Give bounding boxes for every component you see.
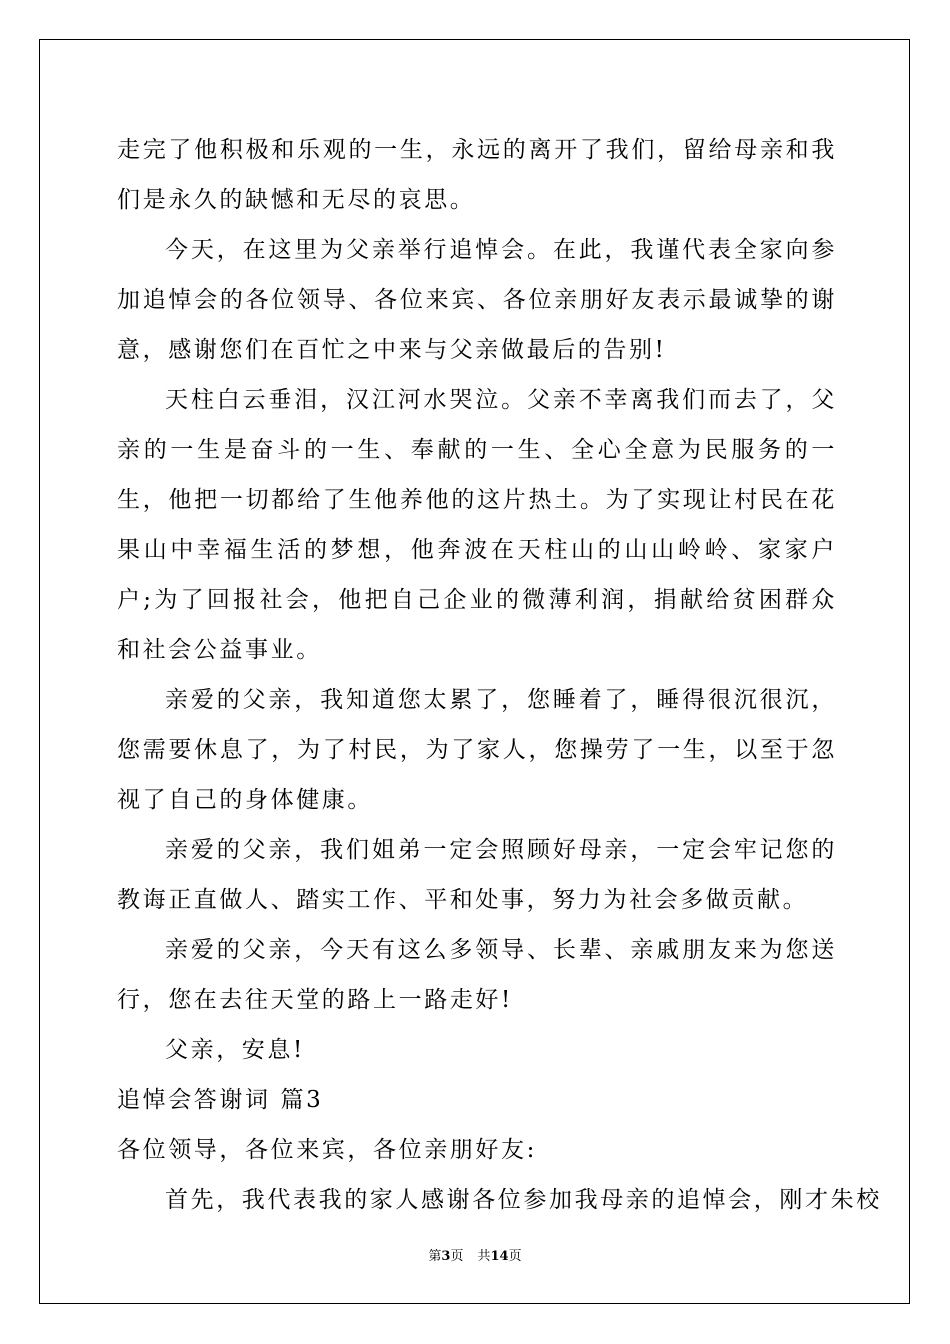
page-footer xyxy=(0,1248,950,1266)
paragraph: 天柱白云垂泪，汉江河水哭泣。父亲不幸离我们而去了，父亲的一生是奋斗的一生、奉献的一生、全心全意为民服务的一生，他把一切都给了生他养他的这片热土。为了实现让村民在花果山中幸福生活的梦想，他奔波在天柱山的山山岭岭、家家户户;为了回报社会，他把自己企业的微薄利润，捐献给贫困群众和社会公益事业。 xyxy=(117,387,837,663)
paragraph: 亲爱的父亲，我知道您太累了，您睡着了，睡得很沉很沉，您需要休息了，为了村民，为了家人，您操劳了一生，以至于忽视了自己的身体健康。 xyxy=(117,687,837,813)
section-heading: 追悼会答谢词 篇3 xyxy=(117,1087,324,1113)
paragraph: 父亲，安息! xyxy=(165,1037,305,1063)
current-page-number: 3 xyxy=(441,1249,451,1264)
paragraph: 首先，我代表我的家人感谢各位参加我母亲的追悼会，刚才朱校 xyxy=(165,1187,882,1213)
document-body xyxy=(117,125,882,1225)
total-pages-number: 14 xyxy=(490,1249,509,1264)
paragraph: 亲爱的父亲，今天有这么多领导、长辈、亲戚朋友来为您送行，您在去往天堂的路上一路走好! xyxy=(117,937,837,1013)
salutation: 各位领导，各位来宾，各位亲朋好友: xyxy=(117,1137,537,1163)
paragraph: 走完了他积极和乐观的一生，永远的离开了我们，留给母亲和我们是永久的缺憾和无尽的哀思。 xyxy=(117,137,837,213)
paragraph: 亲爱的父亲，我们姐弟一定会照顾好母亲，一定会牢记您的教诲正直做人、踏实工作、平和处事，努力为社会多做贡献。 xyxy=(117,837,837,913)
paragraph: 今天，在这里为父亲举行追悼会。在此，我谨代表全家向参加追悼会的各位领导、各位来宾、各位亲朋好友表示最诚挚的谢意，感谢您们在百忙之中来与父亲做最后的告别! xyxy=(117,237,837,363)
total-label-prefix: 共 xyxy=(477,1249,491,1264)
total-label-suffix: 页 xyxy=(508,1249,522,1264)
page-label-prefix: 第 xyxy=(428,1249,442,1264)
page-label-suffix: 页 xyxy=(450,1249,464,1264)
